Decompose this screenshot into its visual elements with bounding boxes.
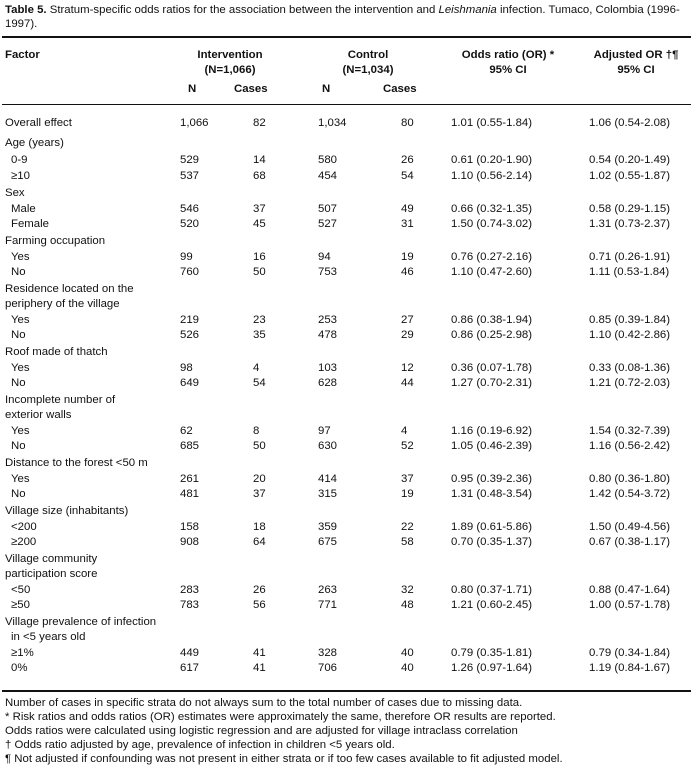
table-row (0, 598, 693, 613)
cell-factor: Yes (11, 251, 30, 263)
cell-factor: exterior walls (5, 409, 72, 421)
cell-factor: <50 (11, 584, 31, 596)
cell-factor: Age (years) (5, 137, 64, 149)
cell-cn: 253 (318, 314, 338, 326)
cell-aor: 1.06 (0.54-2.08) (589, 117, 671, 129)
table-row (0, 265, 693, 280)
cell-ic: 23 (253, 314, 266, 326)
header-intervention-cases-col: Cases (234, 83, 268, 95)
cell-ic: 37 (253, 203, 266, 215)
cell-in: 649 (180, 377, 200, 389)
cell-factor: <200 (11, 521, 37, 533)
table-row (0, 361, 693, 376)
cell-aor: 0.79 (0.34-1.84) (589, 647, 671, 659)
cell-ic: 8 (253, 425, 260, 437)
cell-in: 261 (180, 473, 200, 485)
cell-ic: 20 (253, 473, 266, 485)
note-adjustment: † Odds ratio adjusted by age, prevalence of infection in children <5 years old. (5, 739, 395, 751)
cell-aor: 0.88 (0.47-1.64) (589, 584, 671, 596)
cell-aor: 0.54 (0.20-1.49) (589, 154, 671, 166)
cell-factor: No (11, 329, 26, 341)
cell-cn: 97 (318, 425, 331, 437)
cell-ic: 4 (253, 362, 260, 374)
cell-cc: 26 (401, 154, 414, 166)
cell-aor: 0.33 (0.08-1.36) (589, 362, 671, 374)
cell-in: 520 (180, 218, 200, 230)
cell-cc: 58 (401, 536, 414, 548)
cell-aor: 0.67 (0.38-1.17) (589, 536, 671, 548)
table-row (0, 535, 693, 550)
cell-in: 760 (180, 266, 200, 278)
cell-aor: 1.31 (0.73-2.37) (589, 218, 671, 230)
header-control-cases-col: Cases (383, 83, 417, 95)
cell-or: 0.36 (0.07-1.78) (451, 362, 533, 374)
cell-factor: No (11, 377, 26, 389)
cell-or: 0.70 (0.35-1.37) (451, 536, 533, 548)
cell-cc: 32 (401, 584, 414, 596)
table-row (0, 313, 693, 328)
cell-factor: Village prevalence of infection (5, 616, 157, 628)
cell-in: 529 (180, 154, 200, 166)
cell-ic: 68 (253, 170, 266, 182)
cell-aor: 1.11 (0.53-1.84) (589, 266, 670, 278)
table-row (0, 217, 693, 232)
cell-cn: 527 (318, 218, 338, 230)
cell-cn: 454 (318, 170, 338, 182)
cell-cn: 580 (318, 154, 338, 166)
cell-aor: 1.10 (0.42-2.86) (589, 329, 671, 341)
cell-factor: Yes (11, 473, 30, 485)
cell-aor: 0.71 (0.26-1.91) (589, 251, 671, 263)
cell-in: 546 (180, 203, 200, 215)
cell-aor: 1.00 (0.57-1.78) (589, 599, 671, 611)
table-row (0, 424, 693, 439)
cell-factor: periphery of the village (5, 298, 120, 310)
cell-factor: No (11, 440, 26, 452)
table-row (0, 439, 693, 454)
cell-or: 0.95 (0.39-2.36) (451, 473, 533, 485)
cell-cc: 48 (401, 599, 414, 611)
cell-aor: 1.21 (0.72-2.03) (589, 377, 671, 389)
cell-cn: 478 (318, 329, 338, 341)
cell-cn: 507 (318, 203, 338, 215)
cell-cc: 19 (401, 488, 414, 500)
cell-ic: 26 (253, 584, 266, 596)
cell-in: 99 (180, 251, 193, 263)
note-risk-ratios: * Risk ratios and odds ratios (OR) estimates were approximately the same, therefore OR results are reported. (5, 711, 556, 723)
cell-cc: 49 (401, 203, 414, 215)
cell-factor: Sex (5, 187, 25, 199)
cell-cn: 628 (318, 377, 338, 389)
cell-aor: 1.50 (0.49-4.56) (589, 521, 671, 533)
table-row (0, 376, 693, 391)
cell-ic: 41 (253, 647, 266, 659)
cell-aor: 1.42 (0.54-3.72) (589, 488, 671, 500)
cell-cc: 19 (401, 251, 414, 263)
cell-cn: 328 (318, 647, 338, 659)
cell-or: 1.10 (0.56-2.14) (451, 170, 533, 182)
cell-or: 1.89 (0.61-5.86) (451, 521, 533, 533)
table-row (0, 646, 693, 661)
cell-or: 0.76 (0.27-2.16) (451, 251, 533, 263)
cell-cn: 675 (318, 536, 338, 548)
bottom-rule (2, 690, 691, 692)
cell-cn: 315 (318, 488, 338, 500)
table-row (0, 408, 693, 423)
cell-in: 481 (180, 488, 200, 500)
cell-in: 62 (180, 425, 193, 437)
cell-factor: Residence located on the (5, 283, 134, 295)
table-row (0, 552, 693, 567)
table-row (0, 520, 693, 535)
cell-aor: 0.58 (0.29-1.15) (589, 203, 671, 215)
cell-cc: 52 (401, 440, 414, 452)
header-intervention-n: (N=1,066) (204, 64, 256, 76)
cell-ic: 64 (253, 536, 266, 548)
cell-ic: 14 (253, 154, 266, 166)
cell-cn: 1,034 (318, 117, 347, 129)
cell-factor: Incomplete number of (5, 394, 116, 406)
cell-cn: 771 (318, 599, 338, 611)
cell-factor: No (11, 266, 26, 278)
cell-factor: participation score (5, 568, 98, 580)
header-control: Control (347, 49, 389, 61)
cell-aor: 1.54 (0.32-7.39) (589, 425, 671, 437)
cell-cc: 22 (401, 521, 414, 533)
cell-aor: 1.19 (0.84-1.67) (589, 662, 671, 674)
header-odds-ratio-ci: 95% CI (489, 64, 527, 76)
cell-in: 617 (180, 662, 200, 674)
cell-cc: 4 (401, 425, 408, 437)
cell-cn: 94 (318, 251, 331, 263)
cell-or: 0.86 (0.38-1.94) (451, 314, 533, 326)
cell-aor: 1.02 (0.55-1.87) (589, 170, 671, 182)
table-row (0, 487, 693, 502)
note-not-adjusted: ¶ Not adjusted if confounding was not present in either strata or if too few cases available to fit adjusted model. (5, 753, 563, 765)
cell-factor: Yes (11, 314, 30, 326)
cell-cc: 31 (401, 218, 414, 230)
table-label: Table 5. (5, 4, 47, 16)
cell-ic: 54 (253, 377, 266, 389)
cell-factor: 0% (11, 662, 28, 674)
note-missing-data: Number of cases in specific strata do not always sum to the total number of cases due to missing data. (5, 697, 523, 709)
cell-cn: 263 (318, 584, 338, 596)
note-logistic-regression: Odds ratios were calculated using logistic regression and are adjusted for village intraclass correlation (5, 725, 518, 737)
table-row (0, 615, 693, 630)
table-row (0, 136, 693, 151)
cell-cc: 40 (401, 662, 414, 674)
caption-text-before: Stratum-specific odds ratios for the association between the intervention and (46, 4, 439, 16)
cell-cn: 706 (318, 662, 338, 674)
cell-factor: ≥200 (11, 536, 37, 548)
cell-factor: Roof made of thatch (5, 346, 108, 358)
cell-ic: 37 (253, 488, 266, 500)
table-row (0, 186, 693, 201)
table-caption (5, 3, 689, 31)
cell-cc: 80 (401, 117, 414, 129)
cell-in: 783 (180, 599, 200, 611)
table-row (0, 456, 693, 471)
caption-text-after: infection. Tumaco, Colombia (1996-1997). (5, 4, 680, 30)
cell-or: 0.79 (0.35-1.81) (451, 647, 533, 659)
cell-factor: Yes (11, 362, 30, 374)
cell-factor: Distance to the forest <50 m (5, 457, 148, 469)
cell-or: 0.80 (0.37-1.71) (451, 584, 533, 596)
cell-or: 0.61 (0.20-1.90) (451, 154, 533, 166)
cell-cc: 27 (401, 314, 414, 326)
cell-factor: ≥50 (11, 599, 30, 611)
cell-or: 1.21 (0.60-2.45) (451, 599, 533, 611)
table-row (0, 116, 693, 131)
cell-in: 158 (180, 521, 200, 533)
table-row (0, 328, 693, 343)
header-control-n: (N=1,034) (342, 64, 394, 76)
cell-or: 0.66 (0.32-1.35) (451, 203, 533, 215)
table-row (0, 202, 693, 217)
cell-in: 685 (180, 440, 200, 452)
cell-ic: 35 (253, 329, 266, 341)
cell-ic: 18 (253, 521, 266, 533)
cell-ic: 56 (253, 599, 266, 611)
table-row (0, 583, 693, 598)
top-rule (2, 36, 691, 38)
cell-factor: in <5 years old (11, 631, 86, 643)
cell-factor: 0-9 (11, 154, 28, 166)
cell-in: 537 (180, 170, 200, 182)
cell-in: 526 (180, 329, 200, 341)
cell-or: 1.10 (0.47-2.60) (451, 266, 533, 278)
cell-cc: 40 (401, 647, 414, 659)
cell-factor: Yes (11, 425, 30, 437)
cell-ic: 45 (253, 218, 266, 230)
cell-cn: 753 (318, 266, 338, 278)
cell-or: 1.31 (0.48-3.54) (451, 488, 533, 500)
cell-ic: 50 (253, 440, 266, 452)
header-adjusted-or: Adjusted OR †¶ (593, 49, 679, 61)
cell-cc: 44 (401, 377, 414, 389)
table-row (0, 234, 693, 249)
cell-factor: Village community (5, 553, 98, 565)
table-row (0, 345, 693, 360)
cell-factor: Overall effect (5, 117, 72, 129)
table-row (0, 504, 693, 519)
header-intervention-n-col: N (188, 83, 197, 95)
cell-factor: Village size (inhabitants) (5, 505, 129, 517)
header-odds-ratio: Odds ratio (OR) * (461, 49, 555, 61)
cell-or: 0.86 (0.25-2.98) (451, 329, 533, 341)
table-notes (5, 696, 691, 766)
cell-factor: No (11, 488, 26, 500)
header-intervention: Intervention (197, 49, 263, 61)
cell-ic: 41 (253, 662, 266, 674)
cell-cn: 414 (318, 473, 338, 485)
cell-in: 98 (180, 362, 193, 374)
table-row (0, 250, 693, 265)
cell-in: 283 (180, 584, 200, 596)
table-row (0, 169, 693, 184)
cell-cc: 54 (401, 170, 414, 182)
table-row (0, 661, 693, 676)
cell-factor: ≥1% (11, 647, 34, 659)
cell-factor: Female (11, 218, 49, 230)
header-control-n-col: N (322, 83, 331, 95)
cell-in: 908 (180, 536, 200, 548)
cell-cn: 103 (318, 362, 338, 374)
table-row (0, 393, 693, 408)
table-row (0, 153, 693, 168)
table-row (0, 472, 693, 487)
cell-cc: 46 (401, 266, 414, 278)
cell-cc: 37 (401, 473, 414, 485)
header-rule (2, 104, 691, 105)
cell-ic: 82 (253, 117, 266, 129)
table-row (0, 282, 693, 297)
caption-italic-term: Leishmania (438, 4, 497, 16)
cell-factor: ≥10 (11, 170, 30, 182)
cell-cc: 12 (401, 362, 414, 374)
cell-ic: 16 (253, 251, 266, 263)
cell-aor: 1.16 (0.56-2.42) (589, 440, 671, 452)
cell-aor: 0.85 (0.39-1.84) (589, 314, 671, 326)
cell-ic: 50 (253, 266, 266, 278)
cell-aor: 0.80 (0.36-1.80) (589, 473, 671, 485)
cell-cn: 630 (318, 440, 338, 452)
table-row (0, 297, 693, 312)
cell-in: 449 (180, 647, 200, 659)
table-row (0, 567, 693, 582)
cell-or: 1.16 (0.19-6.92) (451, 425, 533, 437)
header-factor: Factor (5, 49, 40, 61)
cell-or: 1.27 (0.70-2.31) (451, 377, 533, 389)
cell-in: 1,066 (180, 117, 209, 129)
cell-factor: Male (11, 203, 36, 215)
cell-or: 1.50 (0.74-3.02) (451, 218, 533, 230)
table-row (0, 630, 693, 645)
cell-in: 219 (180, 314, 200, 326)
header-adjusted-or-ci: 95% CI (617, 64, 655, 76)
cell-cc: 29 (401, 329, 414, 341)
cell-or: 1.05 (0.46-2.39) (451, 440, 533, 452)
cell-or: 1.01 (0.55-1.84) (451, 117, 533, 129)
cell-factor: Farming occupation (5, 235, 106, 247)
cell-cn: 359 (318, 521, 338, 533)
cell-or: 1.26 (0.97-1.64) (451, 662, 533, 674)
